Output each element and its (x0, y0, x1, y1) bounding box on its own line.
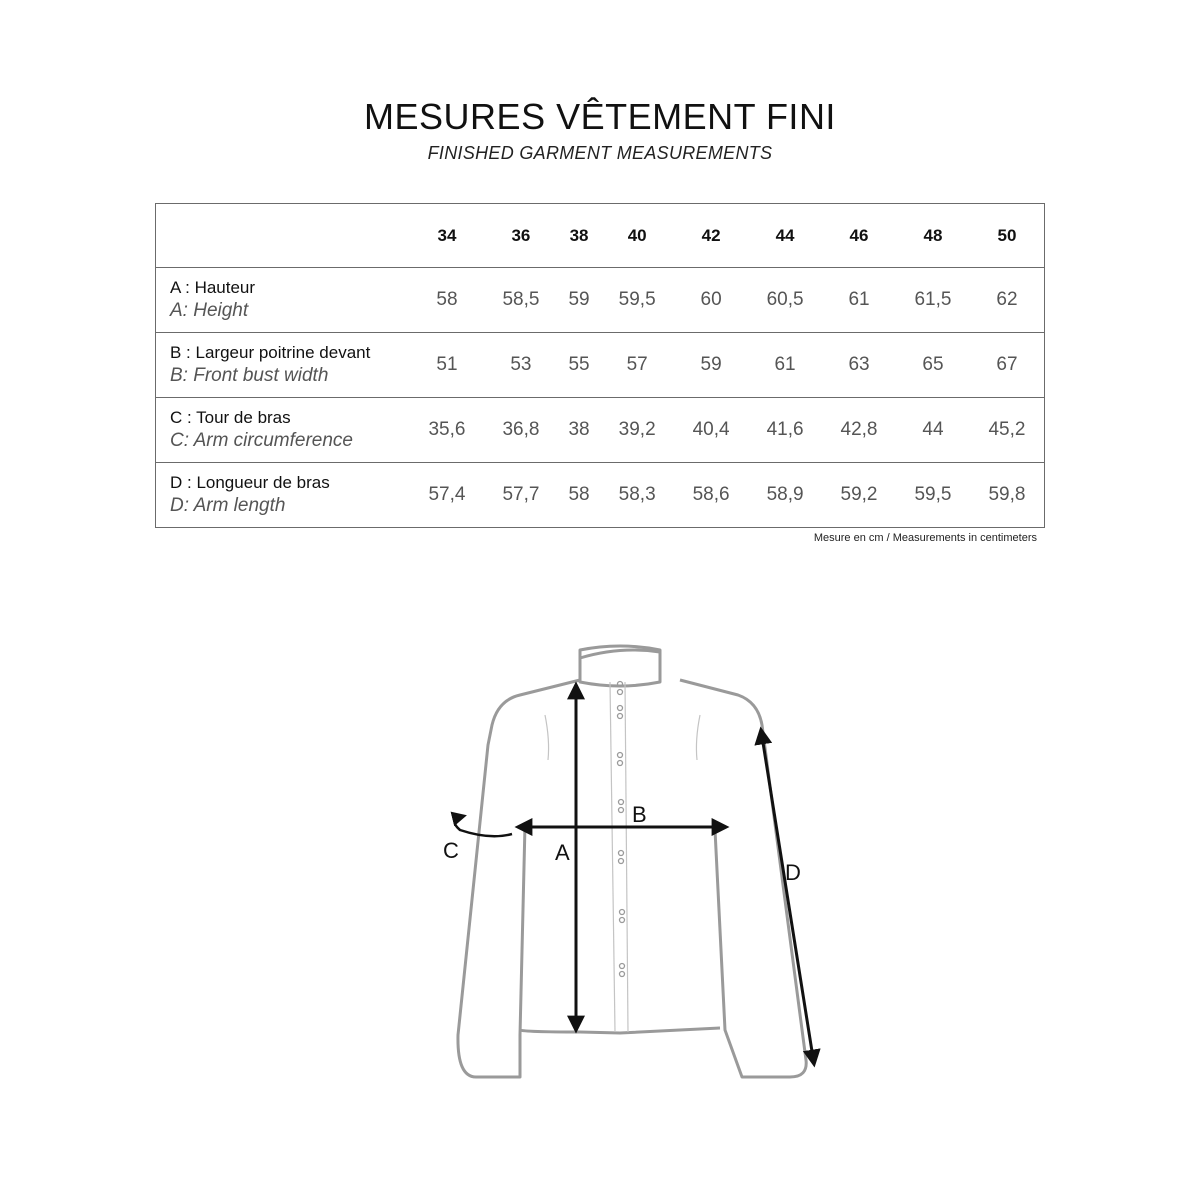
table-cell: 45,2 (988, 419, 1026, 440)
units-note: Mesure en cm / Measurements in centimeters (813, 532, 1037, 544)
row-label (156, 333, 410, 398)
table-cell: 58 (436, 289, 458, 310)
table-row (156, 398, 1044, 463)
table-cell: 51 (436, 354, 458, 375)
row-label-en: C: Arm circumference (170, 430, 353, 451)
size-header: 50 (970, 204, 1044, 268)
size-header: 36 (484, 204, 558, 268)
table-cell: 39,2 (618, 419, 656, 440)
table-cell: 65 (922, 354, 944, 375)
arrow-c (455, 816, 512, 836)
shirt-outline (458, 646, 806, 1077)
table-cell: 59 (568, 289, 590, 310)
table-cell: 59,8 (988, 484, 1026, 505)
row-label-fr: D : Longueur de bras (170, 473, 330, 492)
page-title: MESURES VÊTEMENT FINI (364, 96, 836, 137)
size-header: 48 (896, 204, 970, 268)
size-header: 46 (822, 204, 896, 268)
size-header: 34 (410, 204, 484, 268)
size-header-row (156, 204, 1044, 268)
header-empty-cell (156, 204, 410, 268)
table-row (156, 333, 1044, 398)
table-cell: 58 (568, 484, 590, 505)
row-label (156, 398, 410, 463)
table-row (156, 463, 1044, 528)
row-label-fr: A : Hauteur (170, 278, 256, 297)
table-row (156, 268, 1044, 333)
label-d: D (785, 860, 801, 885)
label-c: C (443, 838, 459, 863)
table-cell: 58,3 (618, 484, 656, 505)
garment-diagram (420, 640, 840, 1090)
table-cell: 53 (510, 354, 532, 375)
size-header: 40 (600, 204, 674, 268)
table-cell: 57,7 (502, 484, 540, 505)
size-header: 44 (748, 204, 822, 268)
table-cell: 58,9 (766, 484, 804, 505)
table-cell: 57,4 (428, 484, 466, 505)
shirt-buttons (618, 682, 625, 977)
table-cell: 58,5 (502, 289, 540, 310)
table-cell: 63 (848, 354, 870, 375)
table-cell: 57 (626, 354, 648, 375)
table-cell: 67 (996, 354, 1018, 375)
row-label-en: B: Front bust width (170, 365, 329, 386)
row-label-en: D: Arm length (170, 495, 286, 516)
table-cell: 40,4 (692, 419, 730, 440)
table-cell: 35,6 (428, 419, 466, 440)
table-cell: 59 (700, 354, 722, 375)
table-cell: 60 (700, 289, 722, 310)
table-cell: 61 (774, 354, 796, 375)
table-cell: 58,6 (692, 484, 730, 505)
table-cell: 44 (922, 419, 944, 440)
label-b: B (632, 802, 647, 827)
row-label-fr: C : Tour de bras (170, 408, 291, 427)
table-cell: 59,2 (840, 484, 878, 505)
row-label (156, 268, 410, 333)
table-cell: 59,5 (618, 289, 656, 310)
row-label-fr: B : Largeur poitrine devant (170, 343, 371, 362)
table-cell: 55 (568, 354, 590, 375)
row-label-en: A: Height (170, 300, 249, 321)
arrow-d (761, 730, 814, 1064)
table-cell: 62 (996, 289, 1018, 310)
table-cell: 42,8 (840, 419, 878, 440)
table-cell: 36,8 (502, 419, 540, 440)
table-cell: 38 (568, 419, 590, 440)
row-label (156, 463, 410, 528)
table-cell: 41,6 (766, 419, 804, 440)
size-header: 38 (558, 204, 600, 268)
label-a: A (555, 840, 570, 865)
table-cell: 60,5 (766, 289, 804, 310)
measurements-table (155, 203, 1045, 528)
page-subtitle: FINISHED GARMENT MEASUREMENTS (427, 143, 773, 163)
table-cell: 59,5 (914, 484, 952, 505)
table-cell: 61 (848, 289, 870, 310)
size-header: 42 (674, 204, 748, 268)
table-cell: 61,5 (914, 289, 952, 310)
